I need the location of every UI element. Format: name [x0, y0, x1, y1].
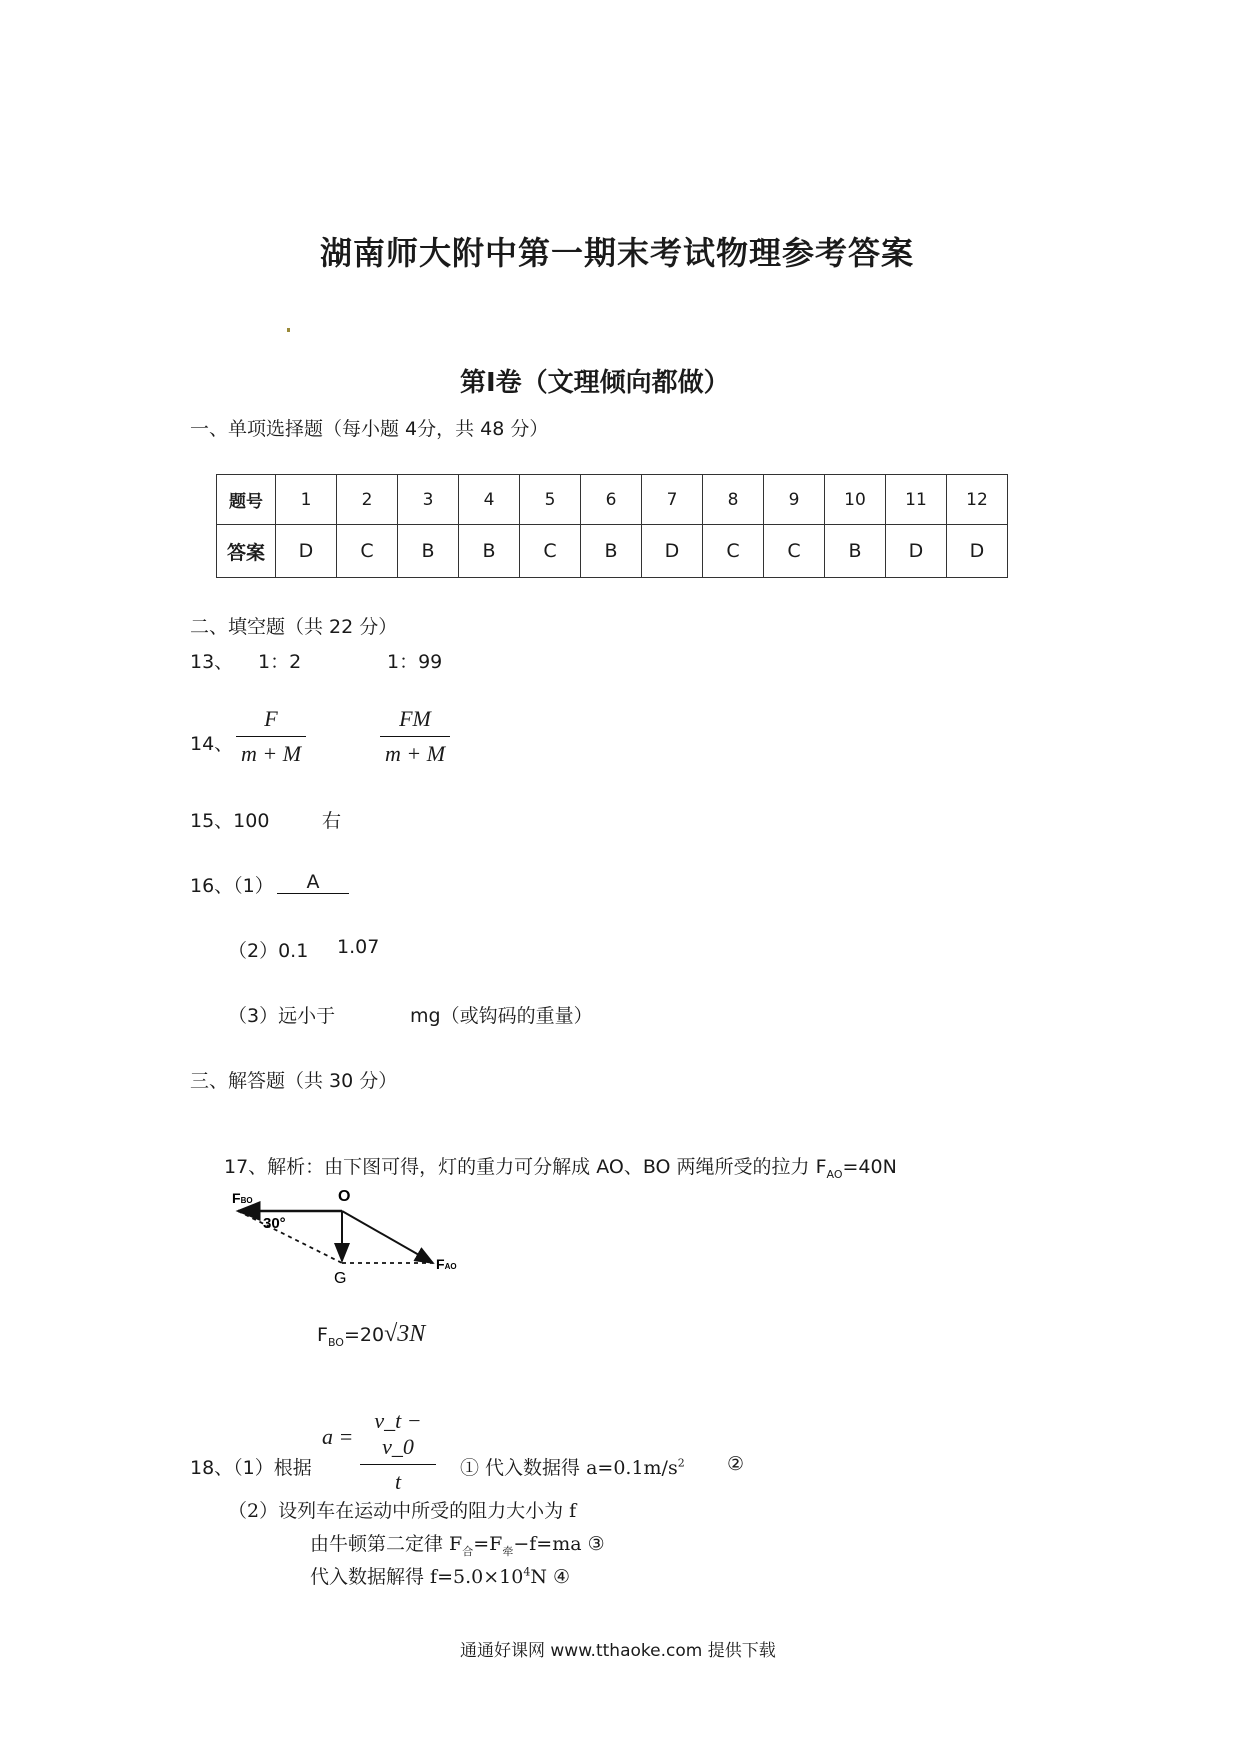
table-cell: B	[825, 525, 886, 578]
q14-fraction-1	[236, 706, 306, 767]
q18-part2-line2-text: 由牛顿第二定律 F	[310, 1533, 463, 1555]
q17-result	[317, 1321, 425, 1349]
fraction-numerator: FM	[399, 706, 431, 731]
fraction-numerator: F	[264, 706, 278, 731]
q18-label: 18、（1）根据	[190, 1457, 312, 1479]
table-cell: C	[764, 525, 825, 578]
q18-part2-line2-end: −f=ma ③	[513, 1533, 605, 1555]
fraction-numerator: v_t − v_0	[374, 1408, 422, 1459]
q16-answer-1	[277, 871, 349, 894]
q18-result-1-text: ① 代入数据得 a=0.1m/s	[460, 1457, 678, 1479]
page-title: 湖南师大附中第一期末考试物理参考答案	[320, 234, 915, 272]
q17-text-main: 17、解析：由下图可得，灯的重力可分解成 AO、BO 两绳所受的拉力 F	[224, 1156, 827, 1178]
label-fao: FAO	[436, 1256, 457, 1272]
dashed-line-bo-g	[238, 1211, 342, 1263]
table-cell: 9	[764, 475, 825, 525]
q14-label: 14、	[190, 733, 234, 755]
table-cell: C	[337, 525, 398, 578]
row-label-answer: 答案	[217, 525, 276, 578]
rope-ao	[342, 1211, 433, 1263]
table-cell: B	[398, 525, 459, 578]
force-diagram	[228, 1183, 468, 1303]
table-cell: D	[642, 525, 703, 578]
section1-heading: 一、单项选择题（每小题 4分，共 48 分）	[190, 418, 549, 440]
q15-answer-2: 右	[322, 810, 342, 832]
q18-part2-line3-sup: 4	[523, 1565, 531, 1579]
q18-part2-line2-sub2: 牵	[502, 1544, 514, 1558]
q17-result-prefix: F	[317, 1324, 328, 1346]
q18-part2: （2）设列车在运动中所受的阻力大小为 f	[228, 1500, 577, 1522]
q16-part3: （3）远小于	[228, 1005, 336, 1027]
answer-table	[216, 474, 1008, 578]
table-row	[217, 525, 1008, 578]
q17-result-root: √3N	[384, 1321, 426, 1347]
table-cell: 7	[642, 475, 703, 525]
fraction-denominator: m + M	[240, 741, 302, 766]
footer: 通通好课网 www.tthaoke.com 提供下载	[460, 1641, 776, 1661]
q18-formula-left: a =	[322, 1424, 354, 1449]
table-cell: C	[520, 525, 581, 578]
q16-part3-value: mg（或钩码的重量）	[410, 1005, 593, 1027]
table-row	[217, 475, 1008, 525]
table-cell: 6	[581, 475, 642, 525]
q18-mark-2: ②	[727, 1453, 745, 1475]
q16-answer-1-text: A	[306, 871, 320, 893]
table-cell: 8	[703, 475, 764, 525]
table-cell: D	[886, 525, 947, 578]
q15-label: 15、100	[190, 810, 270, 832]
table-cell: D	[276, 525, 337, 578]
fraction-bar	[360, 1464, 436, 1465]
table-cell: B	[581, 525, 642, 578]
table-cell: C	[703, 525, 764, 578]
q18-part2-line2-sub1: 合	[462, 1544, 474, 1558]
fraction-denominator: m + M	[384, 741, 446, 766]
q16-label: 16、（1）	[190, 875, 274, 897]
table-cell: 12	[947, 475, 1008, 525]
q16-part2: （2）0.1	[228, 940, 309, 962]
table-cell: B	[459, 525, 520, 578]
q18-part2-line2	[310, 1529, 605, 1559]
q18-part2-line3	[310, 1562, 570, 1589]
q18-result-1	[460, 1453, 685, 1480]
q13-answer-2: 1：99	[387, 651, 443, 673]
table-cell: 11	[886, 475, 947, 525]
part-title: 第Ⅰ卷（文理倾向都做）	[460, 368, 730, 398]
stray-mark	[287, 328, 290, 332]
fraction-bar	[236, 736, 306, 737]
table-cell: 2	[337, 475, 398, 525]
table-cell: 4	[459, 475, 520, 525]
q17-text-end: =40N	[842, 1156, 897, 1178]
table-cell: 3	[398, 475, 459, 525]
table-cell: D	[947, 525, 1008, 578]
q18-part2-line3-end: N ④	[530, 1566, 571, 1588]
table-cell: 10	[825, 475, 886, 525]
q13-answer-1: 1：2	[258, 651, 302, 673]
table-cell: 5	[520, 475, 581, 525]
q18-part2-line2-mid: =F	[473, 1533, 503, 1555]
q18-result-1-sup: 2	[677, 1456, 685, 1470]
label-angle: 30°	[263, 1215, 286, 1232]
section3-heading: 三、解答题（共 30 分）	[190, 1070, 398, 1092]
q16-part2-value: 1.07	[337, 936, 380, 958]
label-fbo: FBO	[232, 1190, 253, 1206]
fraction-denominator: t	[394, 1469, 402, 1494]
label-o: O	[338, 1188, 351, 1205]
q17-text-sub: AO	[826, 1167, 843, 1181]
q17-result-sub: BO	[327, 1335, 344, 1349]
label-g: G	[334, 1270, 347, 1287]
q13-label: 13、	[190, 651, 234, 673]
table-cell: 1	[276, 475, 337, 525]
section2-heading: 二、填空题（共 22 分）	[190, 616, 398, 638]
q14-fraction-2	[380, 706, 450, 767]
fraction-bar	[380, 736, 450, 737]
row-label-number: 题号	[217, 475, 276, 525]
q17-result-mid: =20	[343, 1324, 385, 1346]
q18-part2-line3-text: 代入数据解得 f=5.0×10	[310, 1566, 524, 1588]
q18-fraction	[360, 1408, 436, 1495]
q17-text	[224, 1152, 897, 1181]
